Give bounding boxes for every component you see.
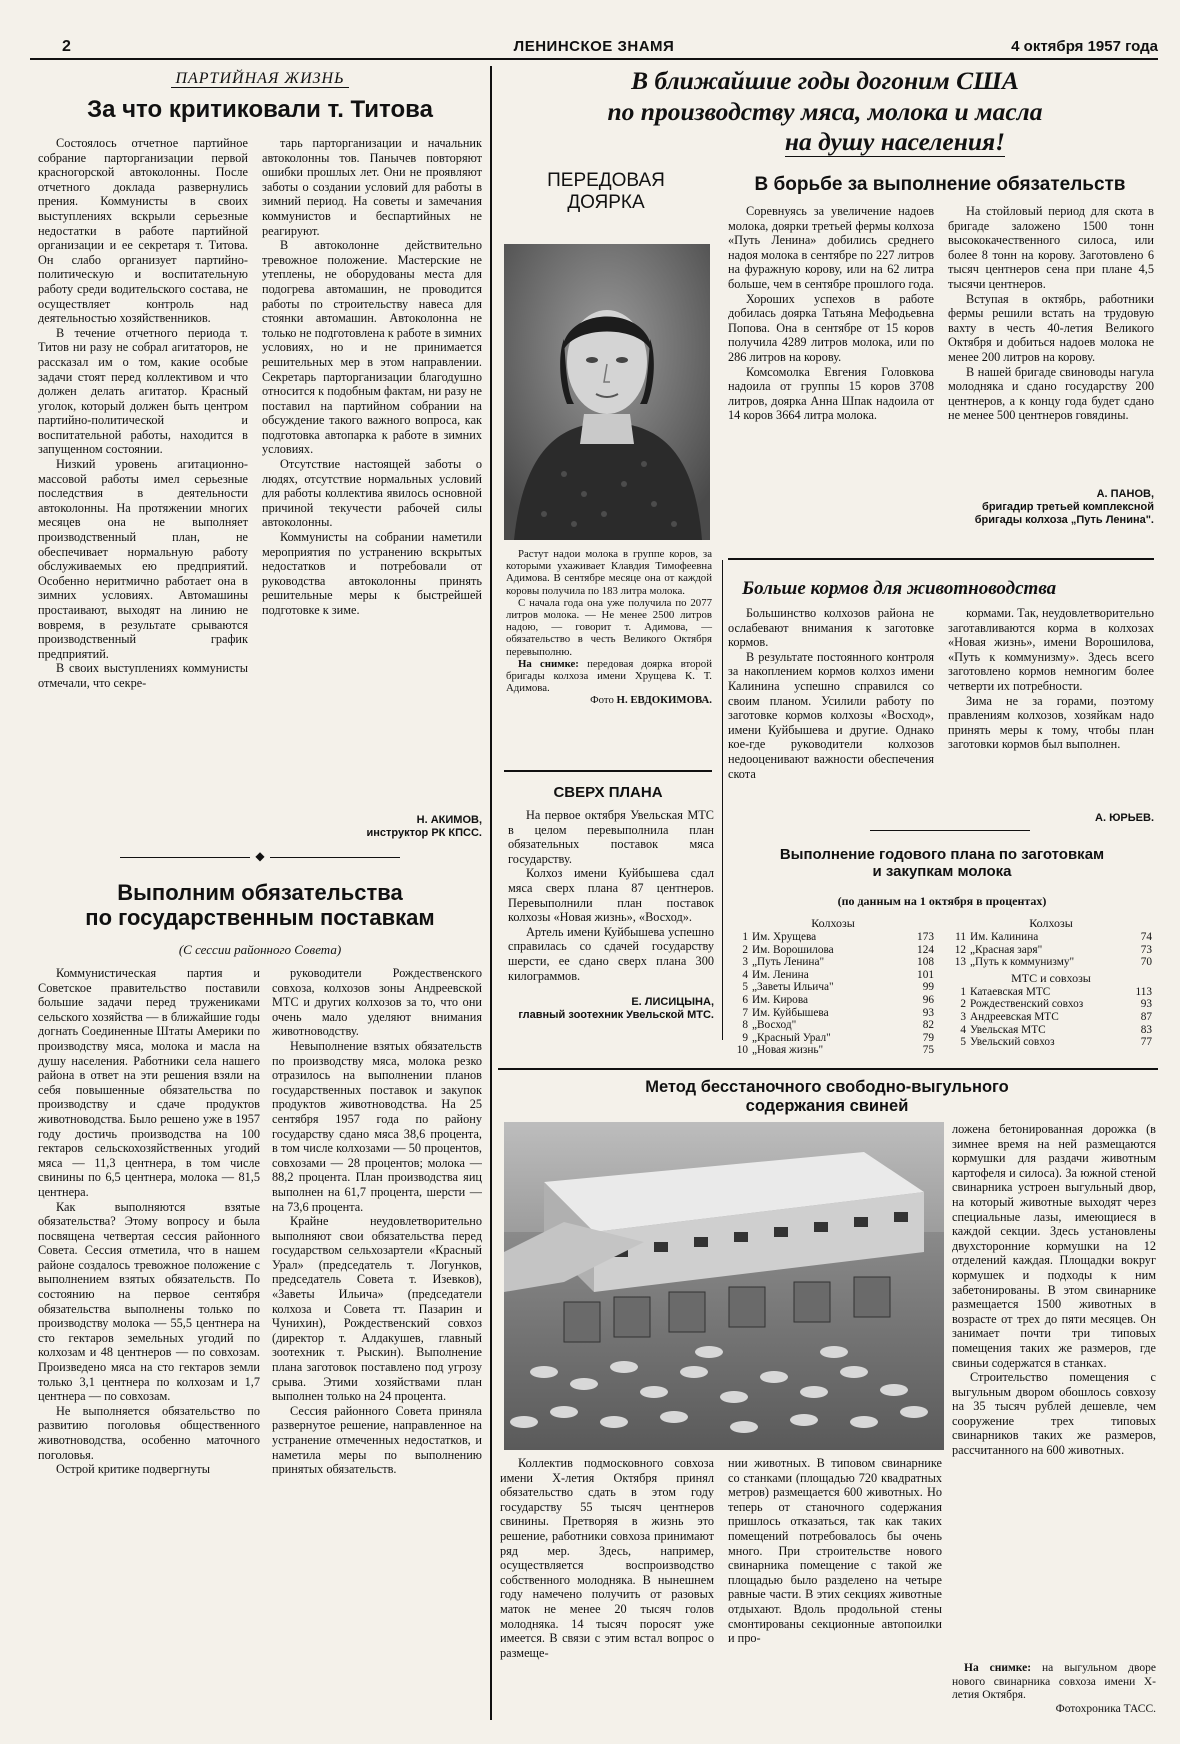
row-value: 83 [1140,1023,1152,1036]
milk-table-header-right: Колхозы [1029,916,1073,930]
headline-titov: За что критиковали т. Титова [87,96,433,123]
row-value: 74 [1140,931,1152,943]
row-number: 4 [960,1023,966,1036]
milk-table-subtitle: (по данным на 1 октября в процентах) [837,894,1047,908]
row-number: 8 [742,1019,748,1032]
row-number: 2 [742,943,748,956]
rubric-party-life: ПАРТИЙНАЯ ЖИЗНЬ [40,70,480,88]
article-obligations-col1: Коммунистическая партия и Советское правительство поставили большие задачи перед тружениками сельского хозяйства — в ближайшие годы догнать Соединенные Штаты Америки по производству мяса, молока и масла на душу населения. Работники села нашего района в ответ на эти решения взяли на себя повышенные обязательства по производству и сдаче продуктов животноводства. Было решено уже в 1957 году достичь производства на 100 гектаров сельскохозяйственных угодий мяса — 11,3 центнера, в том числе свинины по 6,5 центнера, молока — 81,5 центнера. Как выполняются взятые обязательства? Этому вопросу и была посвящена четвертая сессия районного Совета. Сессия отметила, что в нашем районе создалось тревожное положение с выполнением взятых обязательств. По состоянию на первое сентября обязательства выполнены только по производству молока — 55,5 центнера на сто гектаров земельных угодий по колхозам и 48 центнеров — по совхозам. Произведено мяса на сто гектаров земли только 3,1 центнера по колхозам и 1,7 центнера — по совхозам. Не выполняется обязательство по развитию поголовья общественного животноводства, особенно маточного поголовья. Острой критике подвергнуты [38,966,260,1477]
row-name: Им. Ворошилова [752,943,834,956]
row-number: 4 [742,968,748,981]
milkmaid-portrait-image [504,244,710,540]
milk-table-row [948,1036,1154,1049]
row-value: 93 [922,1006,934,1019]
milk-table-row [730,994,936,1007]
milk-table-row [730,1032,936,1045]
row-number: 9 [742,1031,748,1044]
row-value: 101 [917,968,934,981]
signature-akimov: Н. АКИМОВ, инструктор РК КПСС. [366,814,482,839]
heading-milkmaid: ПЕРЕДОВАЯ ДОЯРКА [547,170,665,213]
row-number: 5 [960,1036,966,1049]
milk-table-row [730,931,936,944]
row-number: 13 [954,956,966,969]
row-name: Им. Хрущева [752,931,817,943]
milk-table-row [948,956,1154,969]
row-name: „Путь Ленина" [752,956,825,969]
article-titov-col2: тарь парторганизации и начальник автоколонны тов. Панычев повторяют ошибки прошлых лет. Они не проявляют заботы о создании условий для работы в зимний период. На советы и замечания коммунистов и беспартийных не реагируют. В автоколонне действительно тревожное положение. Мастерские не утеплены, не оборудованы места для подогрева автомашин, не проводится работы по строительству навеса для стоянки автомашин. Автоколонна не только не подготовлена к работе в зимних условиях, но и не принимается решительных мер в этом направлении. Секретарь парторганизации благодушно относится к подобным фактам, ни разу не поставил на партийном собрании на обсуждение такого важного вопроса, как подготовка автопарка к работе в зимних условиях. Отсутствие настоящей заботы о людях, отсутствие нормальных условий для работы коллектива явилось основной причиной текучести рабочей силы автоколонны. Коммунисты на собрании наметили мероприятия по устранению вскрытых недостатков и потребовали от руководства автоколонны принять решительные меры к быстрейшей подготовке к зиме. [262,136,482,617]
row-number: 3 [960,1010,966,1023]
row-number: 1 [742,931,748,943]
row-value: 93 [1140,998,1152,1011]
row-value: 79 [922,1031,934,1044]
row-name: Им. Кирова [752,993,809,1006]
divider [498,1068,1158,1070]
column-divider [490,66,492,1720]
row-name: Рождественский совхоз [970,998,1084,1011]
article-titov-col1: Состоялось отчетное партийное собрание парторганизации первой красногорской автоколонны. После отчетного доклада развернулись прения. Коммунисты в своих выступлениях вскрыли серьезные недостатки в работе партийной организации и ее секретаря т. Титова. Он слабо организует партийно-политическую и воспитательную работу среди водительского состава, не осуществляет контроль над деятельностью хозяйственников. В течение отчетного периода т. Титов ни разу не собрал агитаторов, не рассказал им о том, какие особые задачи стоят перед коллективом и что должен делать агитатор. Красный уголок, который должен быть центром партийно-политической и воспитательной работы, находится в запущенном состоянии. Низкий уровень агитационно-массовой работы имел серьезные последствия в деятельности автоколонны. На протяжении многих месяцев она не выполняет производственный план, не обеспечивает нормальную работу обслуживаемых ею предприятий. Особенно неритмично работает она в зимних условиях. Автомашины простаивают, выходят на линию не вовремя, в результате срываются производственный график предприятий. В своих выступлениях коммунисты отмечали, что секре- [38,136,248,690]
article-pigs-col3: ложена бетонированная дорожка (в зимнее время на ней размещаются кормушки для раздачи животным картофеля и силоса). За южной стеной свинарника устроен выгульный двор, на который животные выходят через специальные лазы, имеющиеся в каждой секции. Здесь установлены двухсторонние кормушки на 12 отделений каждая. Площадки вокруг кормушек и подходы к ним забетонированы. В этом свинарнике размещается 1500 животных в возрасте от трех до пяти месяцев. Он занимает почти три типовых помещения таких же размеров, где свиньи содержатся в станках. Строительство помещения с выгульным двором обошлось совхозу на 35 тысяч рублей дешевле, чем сооружение трех типовых свинарников таких же размеров, рассчитанного на 600 животных. [952,1122,1156,1458]
masthead [30,32,1158,60]
milk-table-row [948,944,1154,957]
row-name: Им. Куйбышева [752,1006,829,1019]
article-pigs-col1: Коллектив подмосковного совхоза имени X-летия Октября принял обязательство сдать в этом году государству 55 тысяч центнеров свинины. Претворяя в жизнь это решение, работники совхоза принимают ряд мер. Здесь, например, осуществляется воспроизводство собственного молодняка. В нынешнем году намечено получить от разовых маток не менее 20 тысяч голов молодняка. 14 тысяч поросят уже имеется. В связи с этим встал вопрос о размеще- [500,1456,714,1660]
row-value: 70 [1140,956,1152,969]
row-name: „Красная заря" [970,943,1043,956]
milk-table-row [730,981,936,994]
article-fodder-col2: кормами. Так, неудовлетворительно заготавливаются корма в колхозах «Новая жизнь», имени Ворошилова, «Путь к коммунизму». Здесь всего заготовлено кормов немногим более четверти их потребности. Зима не за горами, поэтому правлениям колхозов, хозяйкам надо принять меры к тому, чтобы план заготовки кормов был выполнен. [948,606,1154,752]
row-name: „Восход" [752,1019,797,1032]
banner-slogan: В ближайшие годы догоним США по производству мяса, молока и масла на душу населения! [607,66,1043,157]
signature-yuryev: А. ЮРЬЕВ. [1095,812,1154,824]
row-number: 1 [960,985,966,998]
divider-diamond: ◆ [250,849,270,864]
headline-fodder: Больше кормов для животноводства [742,578,1057,599]
row-name: Андреевская МТС [970,1010,1059,1023]
pig-farm-image [504,1122,944,1450]
milkmaid-photo [504,244,710,540]
row-number: 5 [742,981,748,994]
row-value: 82 [922,1019,934,1032]
divider [870,830,1030,831]
headline-above-plan: СВЕРХ ПЛАНА [553,784,663,801]
row-number: 12 [954,943,966,956]
milk-table-left-rows [730,931,936,1057]
row-value: 173 [917,931,934,943]
milk-table-right [948,916,1154,1049]
milk-table-row [730,944,936,957]
row-number: 7 [742,1006,748,1019]
headline-milk-table: Выполнение годового плана по заготовкам и закупкам молока [779,846,1105,881]
row-value: 75 [922,1044,934,1057]
row-value: 99 [922,981,934,994]
row-number: 2 [960,998,966,1011]
headline-pigs: Метод бесстаночного свободно-выгульного содержания свиней [645,1078,1009,1115]
milk-table-row [948,998,1154,1011]
signature-lisitsyna: Е. ЛИСИЦЫНА, главный зоотехник Увельской МТС. [518,996,714,1021]
row-value: 77 [1140,1036,1152,1049]
article-fodder-col1: Большинство колхозов района не ослабевают внимания к заготовке кормов. В результате постоянного контроля за накоплением кормов колхоз имени Калинина успешно справился со своим планом. Усилили работу по заготовке кормов колхозы «Восход», имени Куйбышева и другие. Однако кое-где руководители колхозов недооценивают важности обеспечения скота [728,606,934,781]
milk-table-mts-rows [948,986,1154,1049]
divider [728,558,1154,560]
newspaper-name: ЛЕНИНСКОЕ ЗНАМЯ [513,38,675,55]
row-name: Увельская МТС [970,1023,1046,1036]
milk-table-row [948,986,1154,999]
row-number: 3 [742,956,748,969]
signature-panov: А. ПАНОВ, бригадир третьей комплексной бригады колхоза „Путь Ленина". [974,488,1154,526]
row-number: 11 [955,931,966,943]
milkmaid-caption: Растут надои молока в группе коров, за которыми ухаживает Клавдия Тимофеевна Адимова. В сентябре месяце она от каждой коровы получила по 183 литра молока. С начала года она уже получила по 2077 литров молока. — Не менее 2500 литров надою, — говорит т. Адимова, — обязательство в честь Великого Октября перевыполню. На снимке: передовая доярка второй бригады колхоза имени Хрущева К. Т. Адимова. Фото Н. ЕВДОКИМОВА. [506,548,712,707]
article-struggle-col1: Соревнуясь за увеличение надоев молока, доярки третьей фермы колхоза «Путь Ленина» добились среднего надоя молока в сентябре по 227 литров на фуражную корову, или на 62 литра больше, чем в сентябре прошлого года. Хороших успехов в работе добилась доярка Татьяна Мефодьевна Попова. Она в сентябре от 15 коров получила 4289 литров молока, или по 286 литров на корову. Комсомолка Евгения Головкова надоила от группы 15 коров 3708 литров, доярка Анна Шпак надоила от 14 коров 3664 литра молока. [728,204,934,423]
article-obligations-col2: руководители Рождественского совхоза, колхозов зоны Андреевской МТС и других колхозов за то, что они очень мало уделяют внимания животноводству. Невыполнение взятых обязательств по производству мяса, молока резко отразилось на выполнении планов государственных поставок и закупок продуктов животноводства. На 25 сентября 1957 года по району государству сдано мяса 38,6 процента, в том числе колхозами — 50 процентов, совхозами — 28 процентов; молока — 88,2 процента. План производства яиц выполнен на 61,7 процента, шерсти — на 73,6 процента. Крайне неудовлетворительно выполняют свои обязательства перед государством сельхозартели «Красный Урал» (председатель т. Логунков, председатель Совета т. Изевков), «Заветы Ильича» (председатели колхоза и Совета тт. Пазарин и Чунихин), Рождественский совхоз (директор т. Алдакушев, главный зоотехник т. Рыскин). Выполнение плана заготовок поставлено под угрозу срыва. Этими хозяйствами план выполнен только на 24 процента. Сессия районного Совета приняла развернутое решение, направленное на устранение отмеченных недостатков, и наметила меры по выполнению принятых обязательств. [272,966,482,1477]
row-value: 96 [922,993,934,1006]
headline-struggle: В борьбе за выполнение обязательств [754,174,1126,195]
row-name: „Заветы Ильича" [752,981,834,994]
row-value: 108 [917,956,934,969]
issue-date: 4 октября 1957 года [1011,38,1158,55]
milk-table-row [730,1044,936,1057]
article-pigs-col2: нии животных. В типовом свинарнике со станками (площадью 720 квадратных метров) размещается 600 животных. Но теперь от станочного содержания пришлось отказаться, так как таких помещений потребовалось бы очень много. При строительстве нового свинарника помещение с такой же площадью было разделено на четыре равные части. В этих секциях животные отдыхают. Вдоль продольной стены смонтированы секционные автопоилки и про- [728,1456,942,1646]
milk-table-header-left: Колхозы [811,916,855,930]
column-divider [722,560,723,1040]
row-value: 124 [917,943,934,956]
pig-photo-caption: На снимке: на выгульном дворе нового свинарника совхоза имени X-летия Октября. Фотохроника ТАСС. [952,1662,1156,1715]
row-name: Катаевская МТС [970,985,1051,998]
milk-table-right-rows [948,931,1154,969]
row-value: 73 [1140,943,1152,956]
row-name: „Новая жизнь" [752,1044,824,1057]
row-name: „Красный Урал" [752,1031,831,1044]
article-above-plan: На первое октября Увельская МТС в целом перевыполнила план обязательных поставок мяса государству. Колхоз имени Куйбышева сдал мяса сверх плана 87 центнеров. Перевыполнили план поставок колхозы «Новая жизнь», «Восход». Артель имени Куйбышева успешно справилась со сдачей государству шерсти, ее сдано сверх плана 300 килограммов. [508,808,714,983]
milk-table-row [730,956,936,969]
divider [504,770,712,772]
row-name: Им. Калинина [970,931,1039,943]
row-value: 87 [1140,1010,1152,1023]
row-name: Увельский совхоз [970,1036,1055,1049]
milk-table-row [948,1011,1154,1024]
row-value: 113 [1135,985,1152,998]
headline-obligations: Выполним обязательства по государственным поставкам [85,880,435,931]
subtitle-session: (С сессии районного Совета) [178,942,342,957]
milk-table-row [948,1024,1154,1037]
milk-table-row [948,931,1154,944]
page-number: 2 [62,38,71,55]
article-struggle-col2: На стойловый период для скота в бригаде заложено 1500 тонн высококачественного силоса, или более 8 тонн на корову. Заготовлено 6 тысяч центнеров сена при плане 4,5 тысячи центнеров. Вступая в октябрь, работники фермы решили встать на трудовую вахту в честь 40-летия Великого Октября и добиться надоев молока не менее 200 литров на корову. В нашей бригаде свиноводы нагула молодняка и сдано государству 200 центнеров, а к концу года будет сдано не менее 500 центнеров говядины. [948,204,1154,423]
milk-table-header-mts: МТС и совхозы [1011,970,1091,985]
milk-table-row [730,1007,936,1020]
milk-table-row [730,969,936,982]
milk-table-left [730,916,936,1057]
row-name: Им. Ленина [752,968,809,981]
row-number: 6 [742,993,748,1006]
row-name: „Путь к коммунизму" [970,956,1075,969]
pig-farm-photo [504,1122,944,1450]
milk-table-row [730,1019,936,1032]
row-number: 10 [736,1044,748,1057]
